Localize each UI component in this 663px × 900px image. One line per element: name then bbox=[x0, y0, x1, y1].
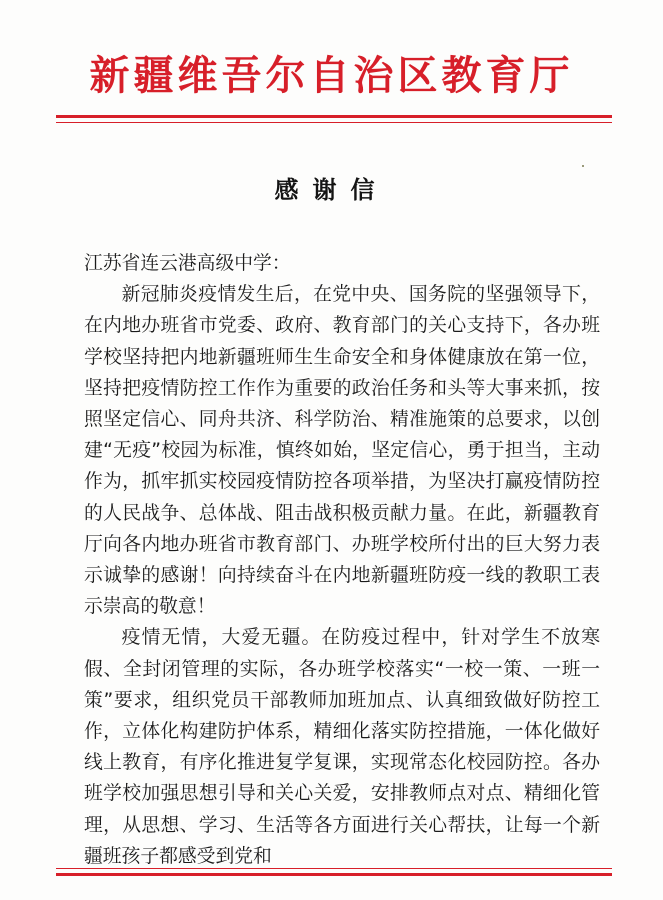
letter-title: 感谢信 bbox=[274, 176, 389, 204]
letter-salutation: 江苏省连云港高级中学： bbox=[84, 253, 291, 274]
letter-body bbox=[84, 248, 600, 872]
letterhead-rule-thick bbox=[56, 115, 612, 118]
footer-rule-thin bbox=[56, 868, 612, 869]
letter-paragraph-2: 疫情无情，大爱无疆。在防疫过程中，针对学生不放寒假、全封闭管理的实际，各办班学校落实“一校一策、一班一策”要求，组织党员干部教师加班加点、认真细致做好防控工作，立体化构建防护体系，精细化落实防控措施，一体化做好线上教育，有序化推进复学复课，实现常态化校园防控。各办班学校加强思想引导和关心关爱，安排教师点对点、精细化管理，从思想、学习、生活等各方面进行关心帮扶，让每一个新疆班孩子都感受到党和 bbox=[84, 627, 600, 867]
letterhead-title: 新疆维吾尔自治区教育厅 bbox=[89, 52, 574, 99]
paper-speck bbox=[582, 165, 584, 167]
letterhead-rule-thin bbox=[56, 122, 612, 123]
footer-rule-thick bbox=[56, 873, 612, 876]
letter-paragraph-1: 新冠肺炎疫情发生后，在党中央、国务院的坚强领导下，在内地办班省市党委、政府、教育部门的关心支持下，各办班学校坚持把内地新疆班师生生命安全和身体健康放在第一位，坚持把疫情防控工作作为重要的政治任务和头等大事来抓，按照坚定信心、同舟共济、科学防治、精准施策的总要求，以创建“无疫”校园为标准，慎终如始，坚定信心，勇于担当，主动作为，抓牢抓实校园疫情防控各项举措，为坚决打赢疫情防控的人民战争、总体战、阻击战积极贡献力量。在此，新疆教育厅向各内地办班省市教育部门、办班学校所付出的巨大努力表示诚挚的感谢！向持续奋斗在内地新疆班防疫一线的教职工表示崇高的敬意！ bbox=[84, 284, 600, 618]
